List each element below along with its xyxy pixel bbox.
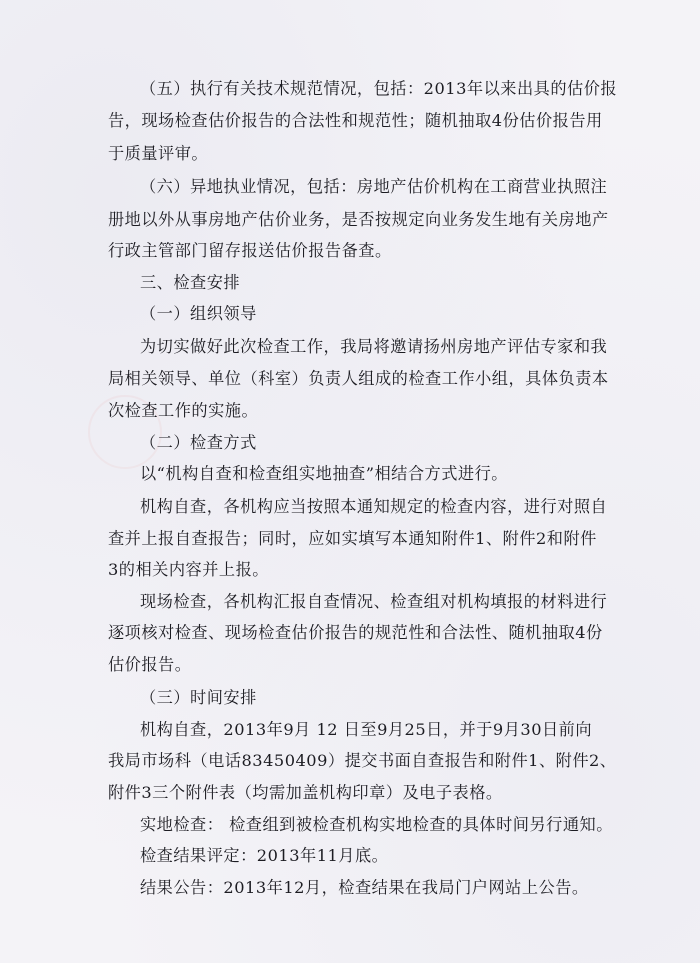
text-line: 结果公告：2013年12月，检查结果在我局门户网站上公告。	[140, 878, 589, 897]
text-line: 局相关领导、单位（科室）负责人组成的检查工作小组，具体负责本	[108, 369, 609, 388]
text-line: 估价报告。	[108, 655, 192, 674]
text-line: 册地以外从事房地产估价业务，是否按规定向业务发生地有关房地产	[108, 210, 609, 229]
text-line: （六）异地执业情况，包括：房地产估价机构在工商营业执照注	[140, 177, 608, 196]
subsection-heading: （三）时间安排	[140, 688, 257, 707]
text-line: 附件3三个附件表（均需加盖机构印章）及电子表格。	[108, 783, 503, 802]
text-line: （五）执行有关技术规范情况，包括：2013年以来出具的估价报	[140, 79, 618, 98]
subsection-heading: （二）检查方式	[140, 433, 257, 452]
subsection-heading: （一）组织领导	[140, 304, 257, 323]
text-line: 为切实做好此次检查工作，我局将邀请扬州房地产评估专家和我	[140, 337, 608, 356]
text-line: 次检查工作的实施。	[108, 401, 259, 420]
section-heading: 三、检查安排	[140, 273, 241, 292]
text-line: 我局市场科（电话83450409）提交书面自查报告和附件1、附件2、	[108, 751, 617, 770]
text-line: 逐项核对检查、现场检查估价报告的规范性和合法性、随机抽取4份	[108, 623, 603, 642]
text-line: 以“机构自查和检查组实地抽查”相结合方式进行。	[140, 464, 508, 483]
text-line: 查并上报自查报告；同时，应如实填写本通知附件1、附件2和附件	[108, 529, 597, 548]
text-line: 告，现场检查估价报告的合法性和规范性；随机抽取4份估价报告用	[108, 111, 603, 130]
text-line: 现场检查，各机构汇报自查情况、检查组对机构填报的材料进行	[140, 592, 608, 611]
text-line: 机构自查，各机构应当按照本通知规定的检查内容，进行对照自	[140, 497, 608, 516]
text-line: 行政主管部门留存报送估价报告备查。	[108, 241, 392, 260]
text-line: 机构自查，2013年9月 12 日至9月25日，并于9月30日前向	[140, 720, 593, 739]
text-line: 于质量评审。	[108, 144, 209, 163]
text-line: 3的相关内容并上报。	[108, 560, 269, 579]
text-line: 实地检查： 检查组到被检查机构实地检查的具体时间另行通知。	[140, 815, 613, 834]
text-line: 检查结果评定：2013年11月底。	[140, 846, 389, 865]
